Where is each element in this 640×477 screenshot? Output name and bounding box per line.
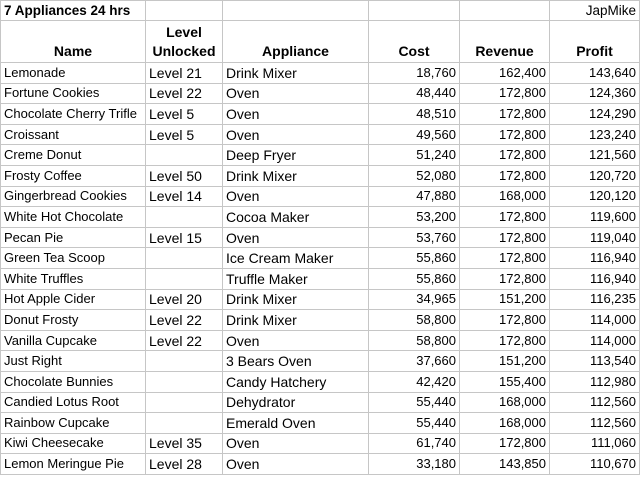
cell-appliance[interactable]: Oven bbox=[223, 186, 369, 207]
cell-name[interactable]: Lemon Meringue Pie bbox=[1, 454, 146, 475]
cell-appliance[interactable]: Truffle Maker bbox=[223, 268, 369, 289]
cell-cost[interactable]: 42,420 bbox=[369, 371, 460, 392]
table-row bbox=[1, 207, 640, 228]
table-row bbox=[1, 310, 640, 331]
cell-revenue[interactable]: 172,800 bbox=[460, 248, 550, 269]
cell-cost[interactable]: 53,200 bbox=[369, 207, 460, 228]
table-row bbox=[1, 433, 640, 454]
cell-revenue[interactable]: 162,400 bbox=[460, 63, 550, 84]
cell-cost[interactable]: 55,860 bbox=[369, 248, 460, 269]
cell-name[interactable]: Donut Frosty bbox=[1, 310, 146, 331]
cell-name[interactable]: Chocolate Cherry Trifle bbox=[1, 104, 146, 125]
header-level-line2: Unlocked bbox=[152, 43, 216, 59]
author-name[interactable]: JapMike bbox=[550, 1, 640, 21]
cell-cost[interactable]: 55,860 bbox=[369, 268, 460, 289]
cell-name[interactable]: Chocolate Bunnies bbox=[1, 371, 146, 392]
header-name[interactable]: Name bbox=[1, 21, 146, 63]
cell-level[interactable] bbox=[146, 248, 223, 269]
table-body bbox=[1, 63, 640, 475]
cell-cost[interactable]: 51,240 bbox=[369, 145, 460, 166]
table-row bbox=[1, 330, 640, 351]
empty-cell[interactable] bbox=[369, 1, 460, 21]
cell-profit[interactable]: 119,600 bbox=[550, 207, 640, 228]
cell-cost[interactable]: 33,180 bbox=[369, 454, 460, 475]
cell-profit[interactable]: 116,235 bbox=[550, 289, 640, 310]
cell-revenue[interactable]: 172,800 bbox=[460, 330, 550, 351]
cell-name[interactable]: Pecan Pie bbox=[1, 227, 146, 248]
header-row bbox=[1, 21, 640, 63]
cell-profit[interactable]: 116,940 bbox=[550, 248, 640, 269]
cell-profit[interactable]: 114,000 bbox=[550, 310, 640, 331]
cell-name[interactable]: Fortune Cookies bbox=[1, 83, 146, 104]
cell-level[interactable]: Level 22 bbox=[146, 310, 223, 331]
cell-revenue[interactable]: 172,800 bbox=[460, 227, 550, 248]
cell-revenue[interactable]: 172,800 bbox=[460, 145, 550, 166]
cell-cost[interactable]: 55,440 bbox=[369, 392, 460, 413]
cell-level[interactable]: Level 50 bbox=[146, 165, 223, 186]
cell-appliance[interactable]: Oven bbox=[223, 330, 369, 351]
cell-cost[interactable]: 34,965 bbox=[369, 289, 460, 310]
cell-profit[interactable]: 116,940 bbox=[550, 268, 640, 289]
cell-appliance[interactable]: Drink Mixer bbox=[223, 165, 369, 186]
cell-cost[interactable]: 49,560 bbox=[369, 124, 460, 145]
cell-profit[interactable]: 124,360 bbox=[550, 83, 640, 104]
cell-profit[interactable]: 112,560 bbox=[550, 413, 640, 434]
header-cost[interactable]: Cost bbox=[369, 21, 460, 63]
cell-profit[interactable]: 113,540 bbox=[550, 351, 640, 372]
cell-revenue[interactable]: 151,200 bbox=[460, 289, 550, 310]
cell-revenue[interactable]: 143,850 bbox=[460, 454, 550, 475]
cell-level[interactable]: Level 22 bbox=[146, 330, 223, 351]
cell-profit[interactable]: 112,560 bbox=[550, 392, 640, 413]
cell-profit[interactable]: 120,120 bbox=[550, 186, 640, 207]
empty-cell[interactable] bbox=[223, 1, 369, 21]
cell-cost[interactable]: 53,760 bbox=[369, 227, 460, 248]
sheet-title[interactable]: 7 Appliances 24 hrs bbox=[1, 1, 146, 21]
cell-level[interactable] bbox=[146, 351, 223, 372]
cell-cost[interactable]: 61,740 bbox=[369, 433, 460, 454]
cell-level[interactable] bbox=[146, 371, 223, 392]
empty-cell[interactable] bbox=[146, 1, 223, 21]
cell-revenue[interactable]: 168,000 bbox=[460, 392, 550, 413]
cell-revenue[interactable]: 172,800 bbox=[460, 83, 550, 104]
cell-level[interactable]: Level 5 bbox=[146, 104, 223, 125]
table-row bbox=[1, 268, 640, 289]
empty-cell[interactable] bbox=[460, 1, 550, 21]
cell-appliance[interactable]: Oven bbox=[223, 433, 369, 454]
cell-appliance[interactable]: Cocoa Maker bbox=[223, 207, 369, 228]
cell-name[interactable]: Rainbow Cupcake bbox=[1, 413, 146, 434]
cell-revenue[interactable]: 151,200 bbox=[460, 351, 550, 372]
cell-level[interactable]: Level 5 bbox=[146, 124, 223, 145]
cell-profit[interactable]: 110,670 bbox=[550, 454, 640, 475]
cell-name[interactable]: Croissant bbox=[1, 124, 146, 145]
cell-level[interactable] bbox=[146, 413, 223, 434]
cell-cost[interactable]: 48,510 bbox=[369, 104, 460, 125]
cell-level[interactable]: Level 20 bbox=[146, 289, 223, 310]
table-row bbox=[1, 454, 640, 475]
table-row bbox=[1, 83, 640, 104]
cell-name[interactable]: Candied Lotus Root bbox=[1, 392, 146, 413]
cell-name[interactable]: White Hot Chocolate bbox=[1, 207, 146, 228]
table-row bbox=[1, 63, 640, 84]
cell-appliance[interactable]: Candy Hatchery bbox=[223, 371, 369, 392]
cell-level[interactable] bbox=[146, 268, 223, 289]
cell-name[interactable]: Green Tea Scoop bbox=[1, 248, 146, 269]
cell-level[interactable] bbox=[146, 392, 223, 413]
cell-profit[interactable]: 111,060 bbox=[550, 433, 640, 454]
cell-revenue[interactable]: 168,000 bbox=[460, 186, 550, 207]
cell-cost[interactable]: 37,660 bbox=[369, 351, 460, 372]
cell-revenue[interactable]: 155,400 bbox=[460, 371, 550, 392]
cell-name[interactable]: Creme Donut bbox=[1, 145, 146, 166]
cell-cost[interactable]: 48,440 bbox=[369, 83, 460, 104]
cell-profit[interactable]: 112,980 bbox=[550, 371, 640, 392]
cell-revenue[interactable]: 172,800 bbox=[460, 165, 550, 186]
cell-revenue[interactable]: 172,800 bbox=[460, 207, 550, 228]
cell-revenue[interactable]: 172,800 bbox=[460, 268, 550, 289]
table-row bbox=[1, 227, 640, 248]
cell-profit[interactable]: 124,290 bbox=[550, 104, 640, 125]
cell-level[interactable]: Level 35 bbox=[146, 433, 223, 454]
cell-name[interactable]: Frosty Coffee bbox=[1, 165, 146, 186]
cell-cost[interactable]: 58,800 bbox=[369, 310, 460, 331]
header-profit[interactable]: Profit bbox=[550, 21, 640, 63]
header-revenue[interactable]: Revenue bbox=[460, 21, 550, 63]
table-row bbox=[1, 351, 640, 372]
cell-profit[interactable]: 120,720 bbox=[550, 165, 640, 186]
table-row bbox=[1, 124, 640, 145]
cell-name[interactable]: Just Right bbox=[1, 351, 146, 372]
cell-revenue[interactable]: 172,800 bbox=[460, 433, 550, 454]
cell-name[interactable]: Hot Apple Cider bbox=[1, 289, 146, 310]
cell-profit[interactable]: 123,240 bbox=[550, 124, 640, 145]
cell-cost[interactable]: 55,440 bbox=[369, 413, 460, 434]
cell-appliance[interactable]: Oven bbox=[223, 124, 369, 145]
cell-name[interactable]: Gingerbread Cookies bbox=[1, 186, 146, 207]
cell-appliance[interactable]: 3 Bears Oven bbox=[223, 351, 369, 372]
cell-appliance[interactable]: Oven bbox=[223, 454, 369, 475]
cell-level[interactable]: Level 15 bbox=[146, 227, 223, 248]
cell-profit[interactable]: 119,040 bbox=[550, 227, 640, 248]
table-row bbox=[1, 392, 640, 413]
cell-level[interactable] bbox=[146, 145, 223, 166]
table-row bbox=[1, 248, 640, 269]
cell-name[interactable]: Kiwi Cheesecake bbox=[1, 433, 146, 454]
cell-cost[interactable]: 47,880 bbox=[369, 186, 460, 207]
cell-name[interactable]: Lemonade bbox=[1, 63, 146, 84]
cell-revenue[interactable]: 168,000 bbox=[460, 413, 550, 434]
cell-appliance[interactable]: Emerald Oven bbox=[223, 413, 369, 434]
header-appliance[interactable]: Appliance bbox=[223, 21, 369, 63]
cell-name[interactable]: Vanilla Cupcake bbox=[1, 330, 146, 351]
cell-appliance[interactable]: Oven bbox=[223, 104, 369, 125]
table-row bbox=[1, 289, 640, 310]
table-row bbox=[1, 186, 640, 207]
cell-profit[interactable]: 143,640 bbox=[550, 63, 640, 84]
cell-revenue[interactable]: 172,800 bbox=[460, 310, 550, 331]
cell-appliance[interactable]: Dehydrator bbox=[223, 392, 369, 413]
cell-appliance[interactable]: Drink Mixer bbox=[223, 63, 369, 84]
cell-level[interactable]: Level 28 bbox=[146, 454, 223, 475]
cell-cost[interactable]: 58,800 bbox=[369, 330, 460, 351]
cell-level[interactable] bbox=[146, 207, 223, 228]
cell-profit[interactable]: 121,560 bbox=[550, 145, 640, 166]
cell-appliance[interactable]: Drink Mixer bbox=[223, 310, 369, 331]
cell-appliance[interactable]: Deep Fryer bbox=[223, 145, 369, 166]
table-row bbox=[1, 413, 640, 434]
cell-appliance[interactable]: Oven bbox=[223, 227, 369, 248]
table-row bbox=[1, 145, 640, 166]
cell-appliance[interactable]: Ice Cream Maker bbox=[223, 248, 369, 269]
cell-cost[interactable]: 52,080 bbox=[369, 165, 460, 186]
table-row bbox=[1, 371, 640, 392]
cell-appliance[interactable]: Oven bbox=[223, 83, 369, 104]
cell-revenue[interactable]: 172,800 bbox=[460, 124, 550, 145]
table-row bbox=[1, 104, 640, 125]
cell-level[interactable]: Level 22 bbox=[146, 83, 223, 104]
cell-profit[interactable]: 114,000 bbox=[550, 330, 640, 351]
cell-revenue[interactable]: 172,800 bbox=[460, 104, 550, 125]
cell-appliance[interactable]: Drink Mixer bbox=[223, 289, 369, 310]
header-level-unlocked[interactable] bbox=[146, 21, 223, 63]
header-level-line1: Level bbox=[166, 24, 202, 40]
cell-name[interactable]: White Truffles bbox=[1, 268, 146, 289]
cell-level[interactable]: Level 21 bbox=[146, 63, 223, 84]
cell-level[interactable]: Level 14 bbox=[146, 186, 223, 207]
title-row bbox=[1, 1, 640, 21]
cell-cost[interactable]: 18,760 bbox=[369, 63, 460, 84]
table-row bbox=[1, 165, 640, 186]
